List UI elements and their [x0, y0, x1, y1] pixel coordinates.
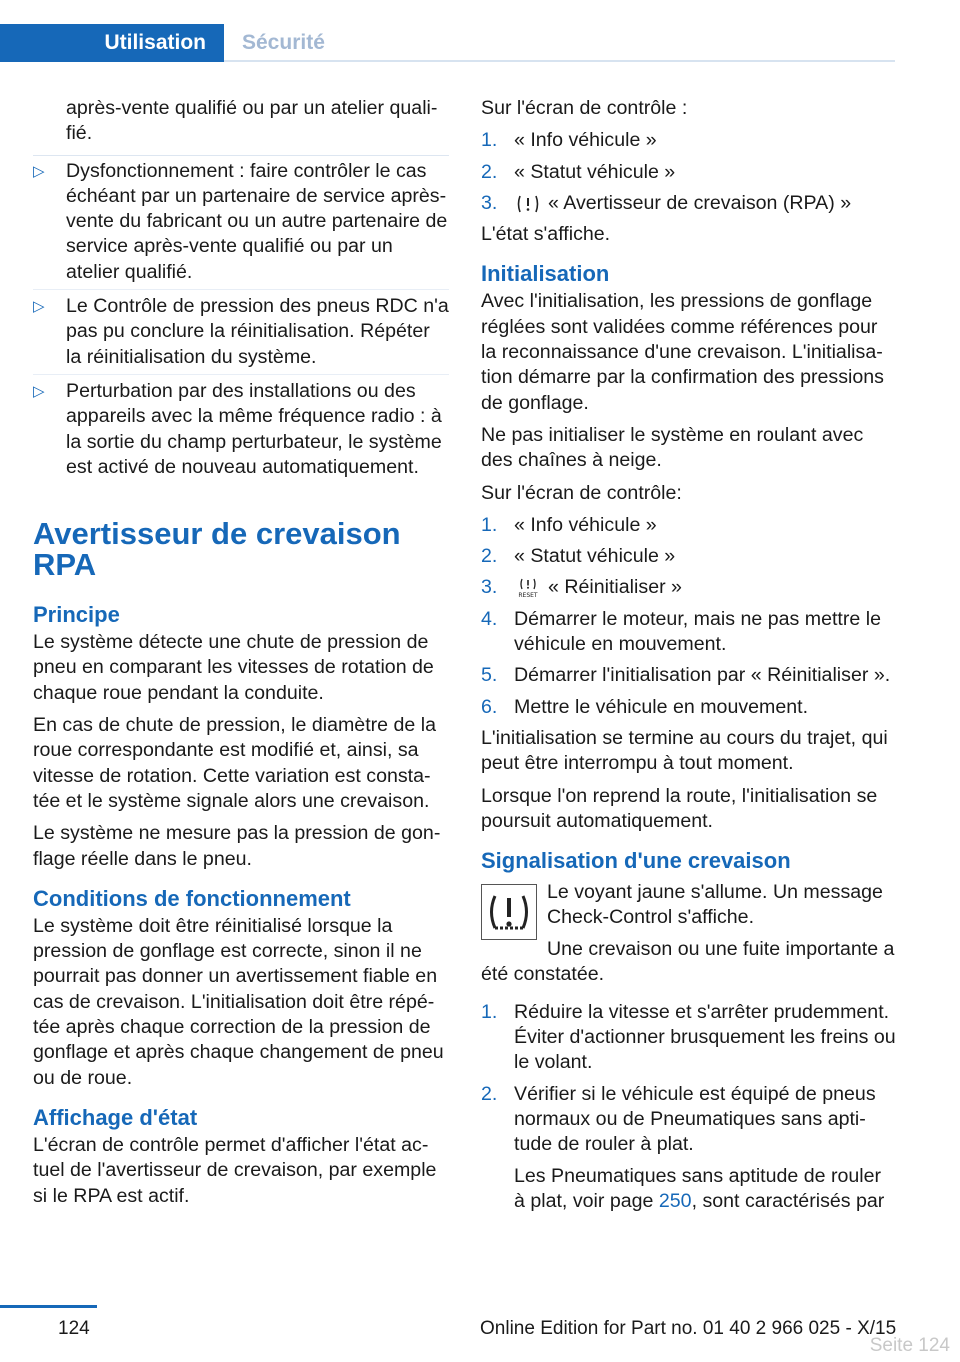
continued-text: après-vente qualifié ou par un atelier qualifié.: [66, 97, 438, 145]
paragraph: L'initialisation se termine au cours du trajet, qui peut être interrompu à tout moment.: [481, 726, 888, 775]
list-item: [481, 607, 897, 658]
paragraph: L'écran de contrôle permet d'afficher l'état actuel de l'avertisseur de crevaison, par exemple si le RPA est actif.: [33, 1133, 437, 1207]
list-item-text: [514, 191, 897, 216]
paragraph: Ne pas initialiser le système en roulant avec des chaînes à neige.: [481, 423, 864, 472]
list-number: 2.: [481, 545, 498, 568]
paragraph: Le système détecte une chute de pression de pneu en comparant les vitesses de rotation de chaque roue pendant la conduite.: [33, 631, 434, 704]
list-item: [481, 1082, 897, 1158]
list-item-text: Démarrer l'initialisation par « Réinitialiser ».: [514, 664, 891, 687]
list-number: 6.: [481, 695, 498, 718]
tire-pressure-warning-icon: [514, 194, 542, 214]
final-text-pre: Les Pneumatiques sans aptitude de rouler à plat, voir page: [514, 1164, 882, 1212]
list-item-text: Le Contrôle de pression des pneus RDC n'a pas pu conclure la réinitialisation. Répéter la réinitialisation du système.: [66, 295, 449, 368]
list-number: 2.: [481, 1082, 498, 1105]
list-number: 1.: [481, 1000, 498, 1023]
list-item-text: « Info véhicule »: [514, 513, 657, 536]
list-item: [481, 128, 897, 153]
list-item: [481, 663, 897, 688]
list-item-text: [514, 575, 897, 600]
reset-icon: [514, 578, 542, 598]
list-number: 1.: [481, 129, 498, 152]
list-item-text: Mettre le véhicule en mouvement.: [514, 695, 809, 718]
list-item-text: Perturbation par des installations ou des appareils avec la même fréquence radio : à la sortie du champ perturbateur, le système est activé de nouveau automatiquement.: [66, 379, 442, 478]
triangle-bullet-icon: ▷: [33, 162, 45, 180]
paragraph: Le système doit être réinitialisé lorsque la pression de gonflage est correcte, sinon il ne pourrait pas donner un avertissement fiable en cas de crevaison. L'initialisation doit être répétée après chaque correction de la pression de gonflage et après chaque changement de pneu ou de roue.: [33, 914, 444, 1089]
list-number: 1.: [481, 513, 498, 536]
watermark: Seite 124: [869, 1335, 950, 1356]
paragraph: [481, 1164, 897, 1215]
right-column: [481, 96, 897, 1222]
list-item-text: « Info véhicule »: [514, 129, 657, 152]
tab-securite[interactable]: Sécurité: [242, 31, 325, 54]
left-column: [33, 96, 449, 1216]
list-item: [481, 544, 897, 569]
list-number: 5.: [481, 664, 498, 687]
list-item: [33, 294, 449, 375]
heading-initialisation: Initialisation: [481, 261, 610, 287]
list-item: [33, 379, 449, 484]
list-item-text: Réduire la vitesse et s'arrêter prudemment. Éviter d'actionner brusquement les freins ou le volant.: [514, 1000, 896, 1074]
list-item-text: « Statut véhicule »: [514, 160, 676, 183]
list-item-label: « Réinitialiser »: [548, 576, 682, 599]
list-item: [481, 1000, 897, 1076]
paragraph: Sur l'écran de contrôle:: [481, 481, 682, 504]
list-item: [481, 513, 897, 538]
heading-signalisation: Signalisation d'une crevaison: [481, 848, 791, 874]
page-header: [0, 24, 895, 62]
footer-accent-line: [0, 1305, 97, 1308]
triangle-bullet-icon: ▷: [33, 298, 45, 316]
reset-icon-label: RESET: [518, 592, 538, 599]
triangle-bullet-icon: ▷: [33, 382, 45, 400]
list-item-text: « Statut véhicule »: [514, 545, 676, 568]
list-item: [481, 191, 897, 216]
list-item-text: Dysfonctionnement : faire contrôler le cas échéant par un partenaire de service après-vente du fabricant ou un autre partenaire de service après-vente qualifié ou par un atelier qualifié.: [66, 159, 448, 283]
heading-principe: Principe: [33, 602, 120, 628]
list-item-text: Vérifier si le véhicule est équipé de pneus normaux ou de Pneumatiques sans aptitude de rouler à plat.: [514, 1082, 876, 1156]
heading-affichage: Affichage d'état: [33, 1104, 198, 1130]
list-number: 2.: [481, 160, 498, 183]
page-number: 124: [58, 1318, 90, 1339]
list-item-text: Démarrer le moteur, mais ne pas mettre le véhicule en mouvement.: [514, 607, 881, 656]
paragraph: Avec l'initialisation, les pressions de gonflage réglées sont validées comme références pour la reconnaissance d'une crevaison. L'initialisation démarre par la confirmation des pressions de gonflage.: [481, 290, 884, 414]
paragraph: Sur l'écran de contrôle :: [481, 97, 688, 119]
bullet-list: [33, 155, 449, 485]
paragraph: Une crevaison ou une fuite importante a été constatée.: [481, 938, 895, 986]
tab-utilisation[interactable]: Utilisation: [0, 24, 224, 62]
paragraph: Lorsque l'on reprend la route, l'initialisation se poursuit automatiquement.: [481, 784, 878, 832]
paragraph: En cas de chute de pression, le diamètre de la roue correspondante est modifié et, ainsi, sa vitesse de rotation. Cette variation est constatée et le système signale alors une crevaison.: [33, 714, 437, 812]
list-number: 3.: [481, 191, 498, 214]
warning-text: [547, 880, 897, 940]
final-text-post: , sont caractérisés par: [691, 1189, 885, 1212]
list-item: [481, 160, 897, 185]
list-item: [481, 575, 897, 600]
warning-block: [481, 880, 897, 940]
list-item: [33, 159, 449, 290]
list-item-label: « Avertisseur de crevaison (RPA) »: [548, 191, 852, 214]
list-item: [481, 695, 897, 720]
tire-warning-light-icon: [481, 884, 537, 940]
list-number: 4.: [481, 607, 498, 630]
paragraph: Le système ne mesure pas la pression de gonflage réelle dans le pneu.: [33, 822, 441, 870]
paragraph: Le voyant jaune s'allume. Un message Check-Control s'affiche.: [547, 881, 883, 929]
heading-conditions: Conditions de fonctionnement: [33, 885, 351, 911]
paragraph: L'état s'affiche.: [481, 223, 611, 246]
section-title: Avertisseur de crevaison RPA: [33, 516, 401, 583]
list-number: 3.: [481, 576, 498, 599]
header-divider: [224, 60, 895, 62]
page-link[interactable]: 250: [658, 1189, 692, 1212]
edition-text: Online Edition for Part no. 01 40 2 966 025 - X/15: [480, 1318, 897, 1339]
